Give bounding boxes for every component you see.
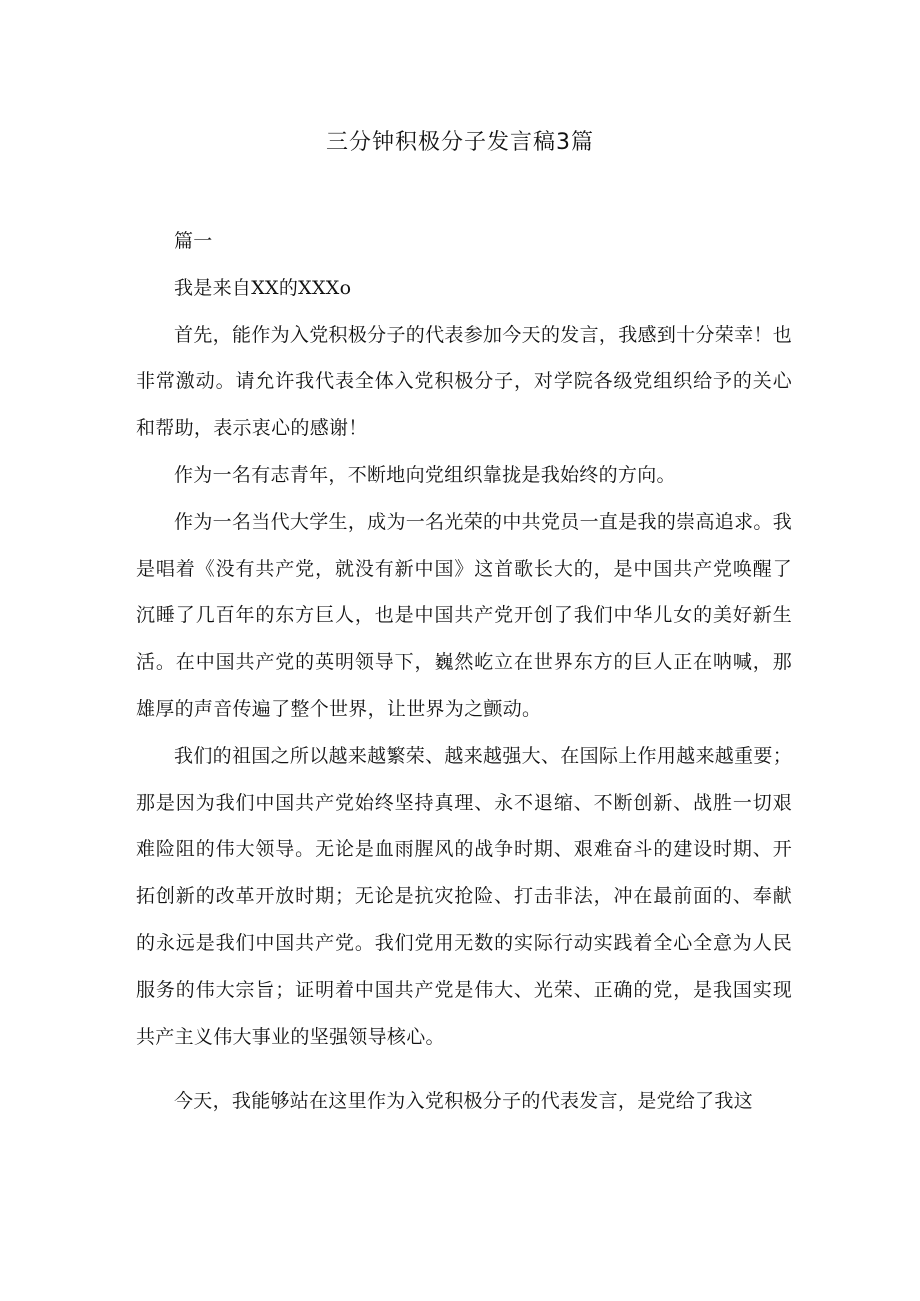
paragraph-today: 今天，我能够站在这里作为入党积极分子的代表发言，是党给了我这 [174, 1090, 754, 1113]
section-heading: 篇一 [174, 230, 213, 252]
paragraph-direction: 作为一名有志青年，不断地向党组织靠拢是我始终的方向。 [174, 463, 676, 486]
paragraph-party-leadership: 我们的祖国之所以越来越繁荣、越来越强大、在国际上作用越来越重要；那是因为我们中国共产党始终坚持真理、永不退缩、不断创新、战胜一切艰难险阻的伟大领导。无论是血雨腥风的战争时期、艰难奋斗的建设时期、开拓创新的改革开放时期；无论是抗灾抢险、打击非法，冲在最前面的、奉献的永远是我们中国共产党。我们党用无数的实际行动实践着全心全意为人民服务的伟大宗旨；证明着中国共产党是伟大、光荣、正确的党，是我国实现共产主义伟大事业的坚强领导核心。 [136, 744, 792, 1048]
paragraph-pursuit: 作为一名当代大学生，成为一名光荣的中共党员一直是我的崇高追求。我是唱着《没有共产党，就没有新中国》这首歌长大的，是中国共产党唤醒了沉睡了几百年的东方巨人，也是中国共产党开创了我们中华儿女的美好新生活。在中国共产党的英明领导下，巍然屹立在世界东方的巨人正在呐喊，那雄厚的声音传遍了整个世界，让世界为之颤动。 [136, 510, 792, 720]
document-title: 三分钟积极分子发言稿3篇 [326, 130, 594, 155]
document-body [136, 218, 792, 1125]
paragraph-intro: 我是来自XX的XXXo [174, 276, 352, 299]
paragraph-gratitude: 首先，能作为入党积极分子的代表参加今天的发言，我感到十分荣幸！也非常激动。请允许我代表全体入党积极分子，对学院各级党组织给予的关心和帮助，表示衷心的感谢！ [136, 323, 792, 440]
